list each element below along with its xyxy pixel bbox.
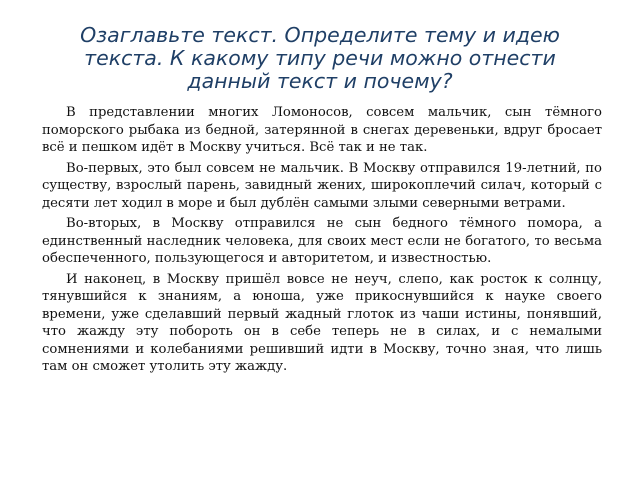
paragraph: Во-первых, это был совсем не мальчик. В Москву отправился 19-летний, по существу, взрослый парень, завидный жених, широкоплечий силач, который с десяти лет ходил в море и был дублён самыми злыми северными ветрами.: [42, 160, 602, 211]
paragraph: И наконец, в Москву пришёл вовсе не неуч, слепо, как росток к солнцу, тянувшийся к знаниям, а юноша, уже прикоснувшийся к науке своего времени, уже сделавший первый жадный глоток из чаши истины, понявший, что жажду эту побороть он в себе теперь не в силах, и с немалыми сомнениями и колебаниями решивший идти в Москву, точно зная, что лишь там он сможет утолить эту жажду.: [42, 271, 602, 374]
slide-title: Озаглавьте текст. Определите тему и идею текста. К какому типу речи можно отнести данный текст и почему?: [80, 23, 560, 93]
paragraph: В представлении многих Ломоносов, совсем мальчик, сын тёмного поморского рыбака из бедной, затерянной в снегах деревеньки, вдруг бросает всё и пешком идёт в Москву учиться. Всё так и не так.: [42, 105, 602, 155]
paragraph: Во-вторых, в Москву отправился не сын бедного тёмного помора, а единственный наследник человека, для своих мест если не богатого, то весьма обеспеченного, пользующегося и авторитетом, и известностью.: [42, 216, 602, 266]
text-body: [42, 104, 602, 379]
